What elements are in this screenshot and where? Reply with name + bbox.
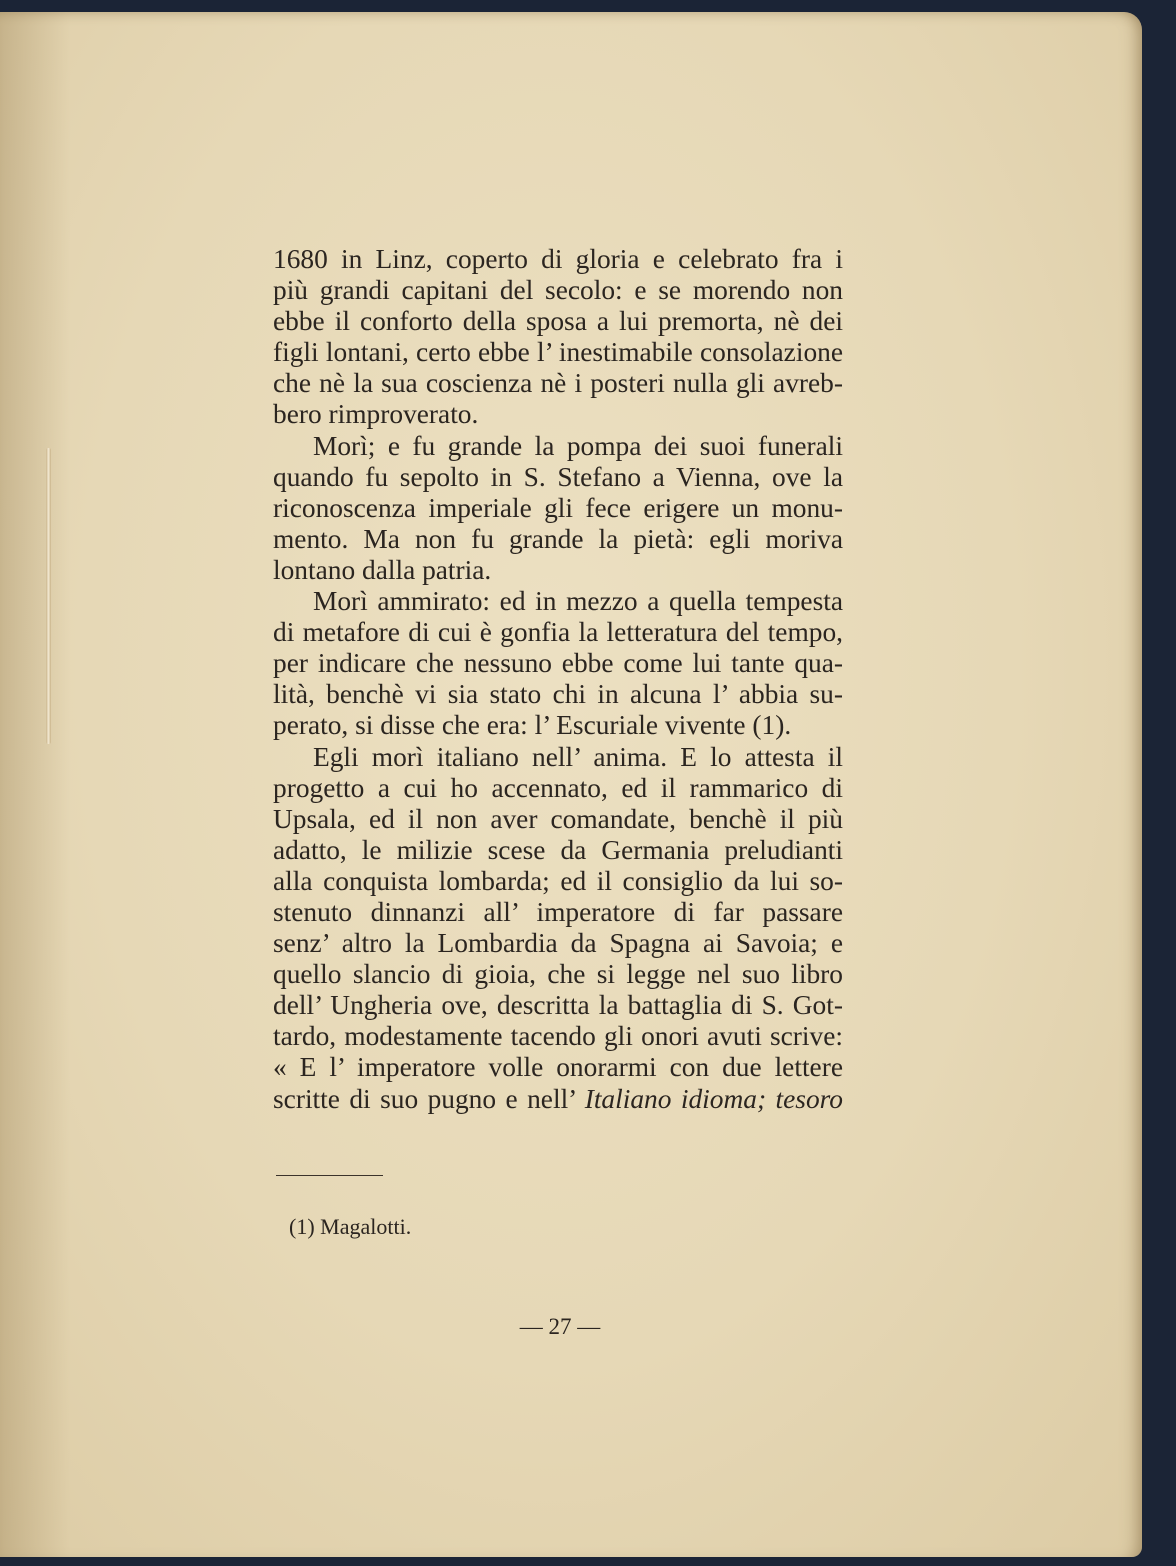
footnote: (1) Magalotti. bbox=[289, 1214, 412, 1239]
text-line: senz’ altro la Lombardia da Spagna ai Savoia; e bbox=[273, 928, 843, 959]
text-line: Morì ammirato: ed in mezzo a quella tempesta bbox=[313, 586, 843, 617]
text-line: Morì; e fu grande la pompa dei suoi funerali bbox=[313, 430, 843, 461]
text-line: progetto a cui ho accennato, ed il rammarico di bbox=[273, 772, 843, 803]
text-line: dell’ Ungheria ove, descritta la battaglia di S. Got- bbox=[273, 990, 843, 1021]
text-line: quello slancio di gioia, che si legge nel suo libro bbox=[273, 959, 843, 990]
text-line: figli lontani, certo ebbe l’ inestimabile consolazione bbox=[273, 337, 843, 368]
text-line: tardo, modestamente tacendo gli onori avuti scrive: bbox=[273, 1021, 843, 1052]
text-line: riconoscenza imperiale gli fece erigere un monu- bbox=[273, 492, 843, 523]
page-number: — 27 — bbox=[519, 1314, 601, 1339]
text-line: bero rimproverato. bbox=[273, 399, 479, 430]
text-line: mento. Ma non fu grande la pietà: egli moriva bbox=[273, 523, 843, 554]
text-line: lità, benchè vi sia stato chi in alcuna l’ abbia su- bbox=[273, 679, 843, 710]
text-line: più grandi capitani del secolo: e se morendo non bbox=[273, 275, 843, 306]
text-line: per indicare che nessuno ebbe come lui tante qua- bbox=[273, 648, 843, 679]
text-line: ebbe il conforto della sposa a lui premorta, nè dei bbox=[273, 306, 843, 337]
binding-thread-mark bbox=[46, 448, 51, 744]
body-text bbox=[273, 244, 843, 1115]
text-line: alla conquista lombarda; ed il consiglio da lui so- bbox=[273, 865, 843, 896]
text-line: adatto, le milizie scese da Germania preludianti bbox=[273, 834, 843, 865]
text-line: « E l’ imperatore volle onorarmi con due lettere bbox=[273, 1052, 843, 1083]
text-line: Egli morì italiano nell’ anima. E lo attesta il bbox=[313, 741, 843, 772]
text-line: scritte di suo pugno e nell’ Italiano idioma; tesoro bbox=[273, 1083, 843, 1114]
text-line: 1680 in Linz, coperto di gloria e celebrato fra i bbox=[273, 244, 843, 274]
spine-shadow bbox=[0, 12, 70, 1557]
text-line: stenuto dinnanzi all’ imperatore di far passare bbox=[273, 896, 843, 927]
text-line: lontano dalla patria. bbox=[273, 554, 492, 585]
text-line: che nè la sua coscienza nè i posteri nulla gli avreb- bbox=[273, 368, 843, 399]
text-line: di metafore di cui è gonfia la letteratura del tempo, bbox=[273, 617, 843, 648]
footnote-rule bbox=[276, 1175, 383, 1176]
text-line: Upsala, ed il non aver comandate, benchè il più bbox=[273, 803, 843, 834]
text-line: quando fu sepolto in S. Stefano a Vienna, ove la bbox=[273, 461, 843, 492]
book-page bbox=[0, 12, 1142, 1557]
text-line: perato, si disse che era: l’ Escuriale vivente (1). bbox=[273, 710, 792, 741]
